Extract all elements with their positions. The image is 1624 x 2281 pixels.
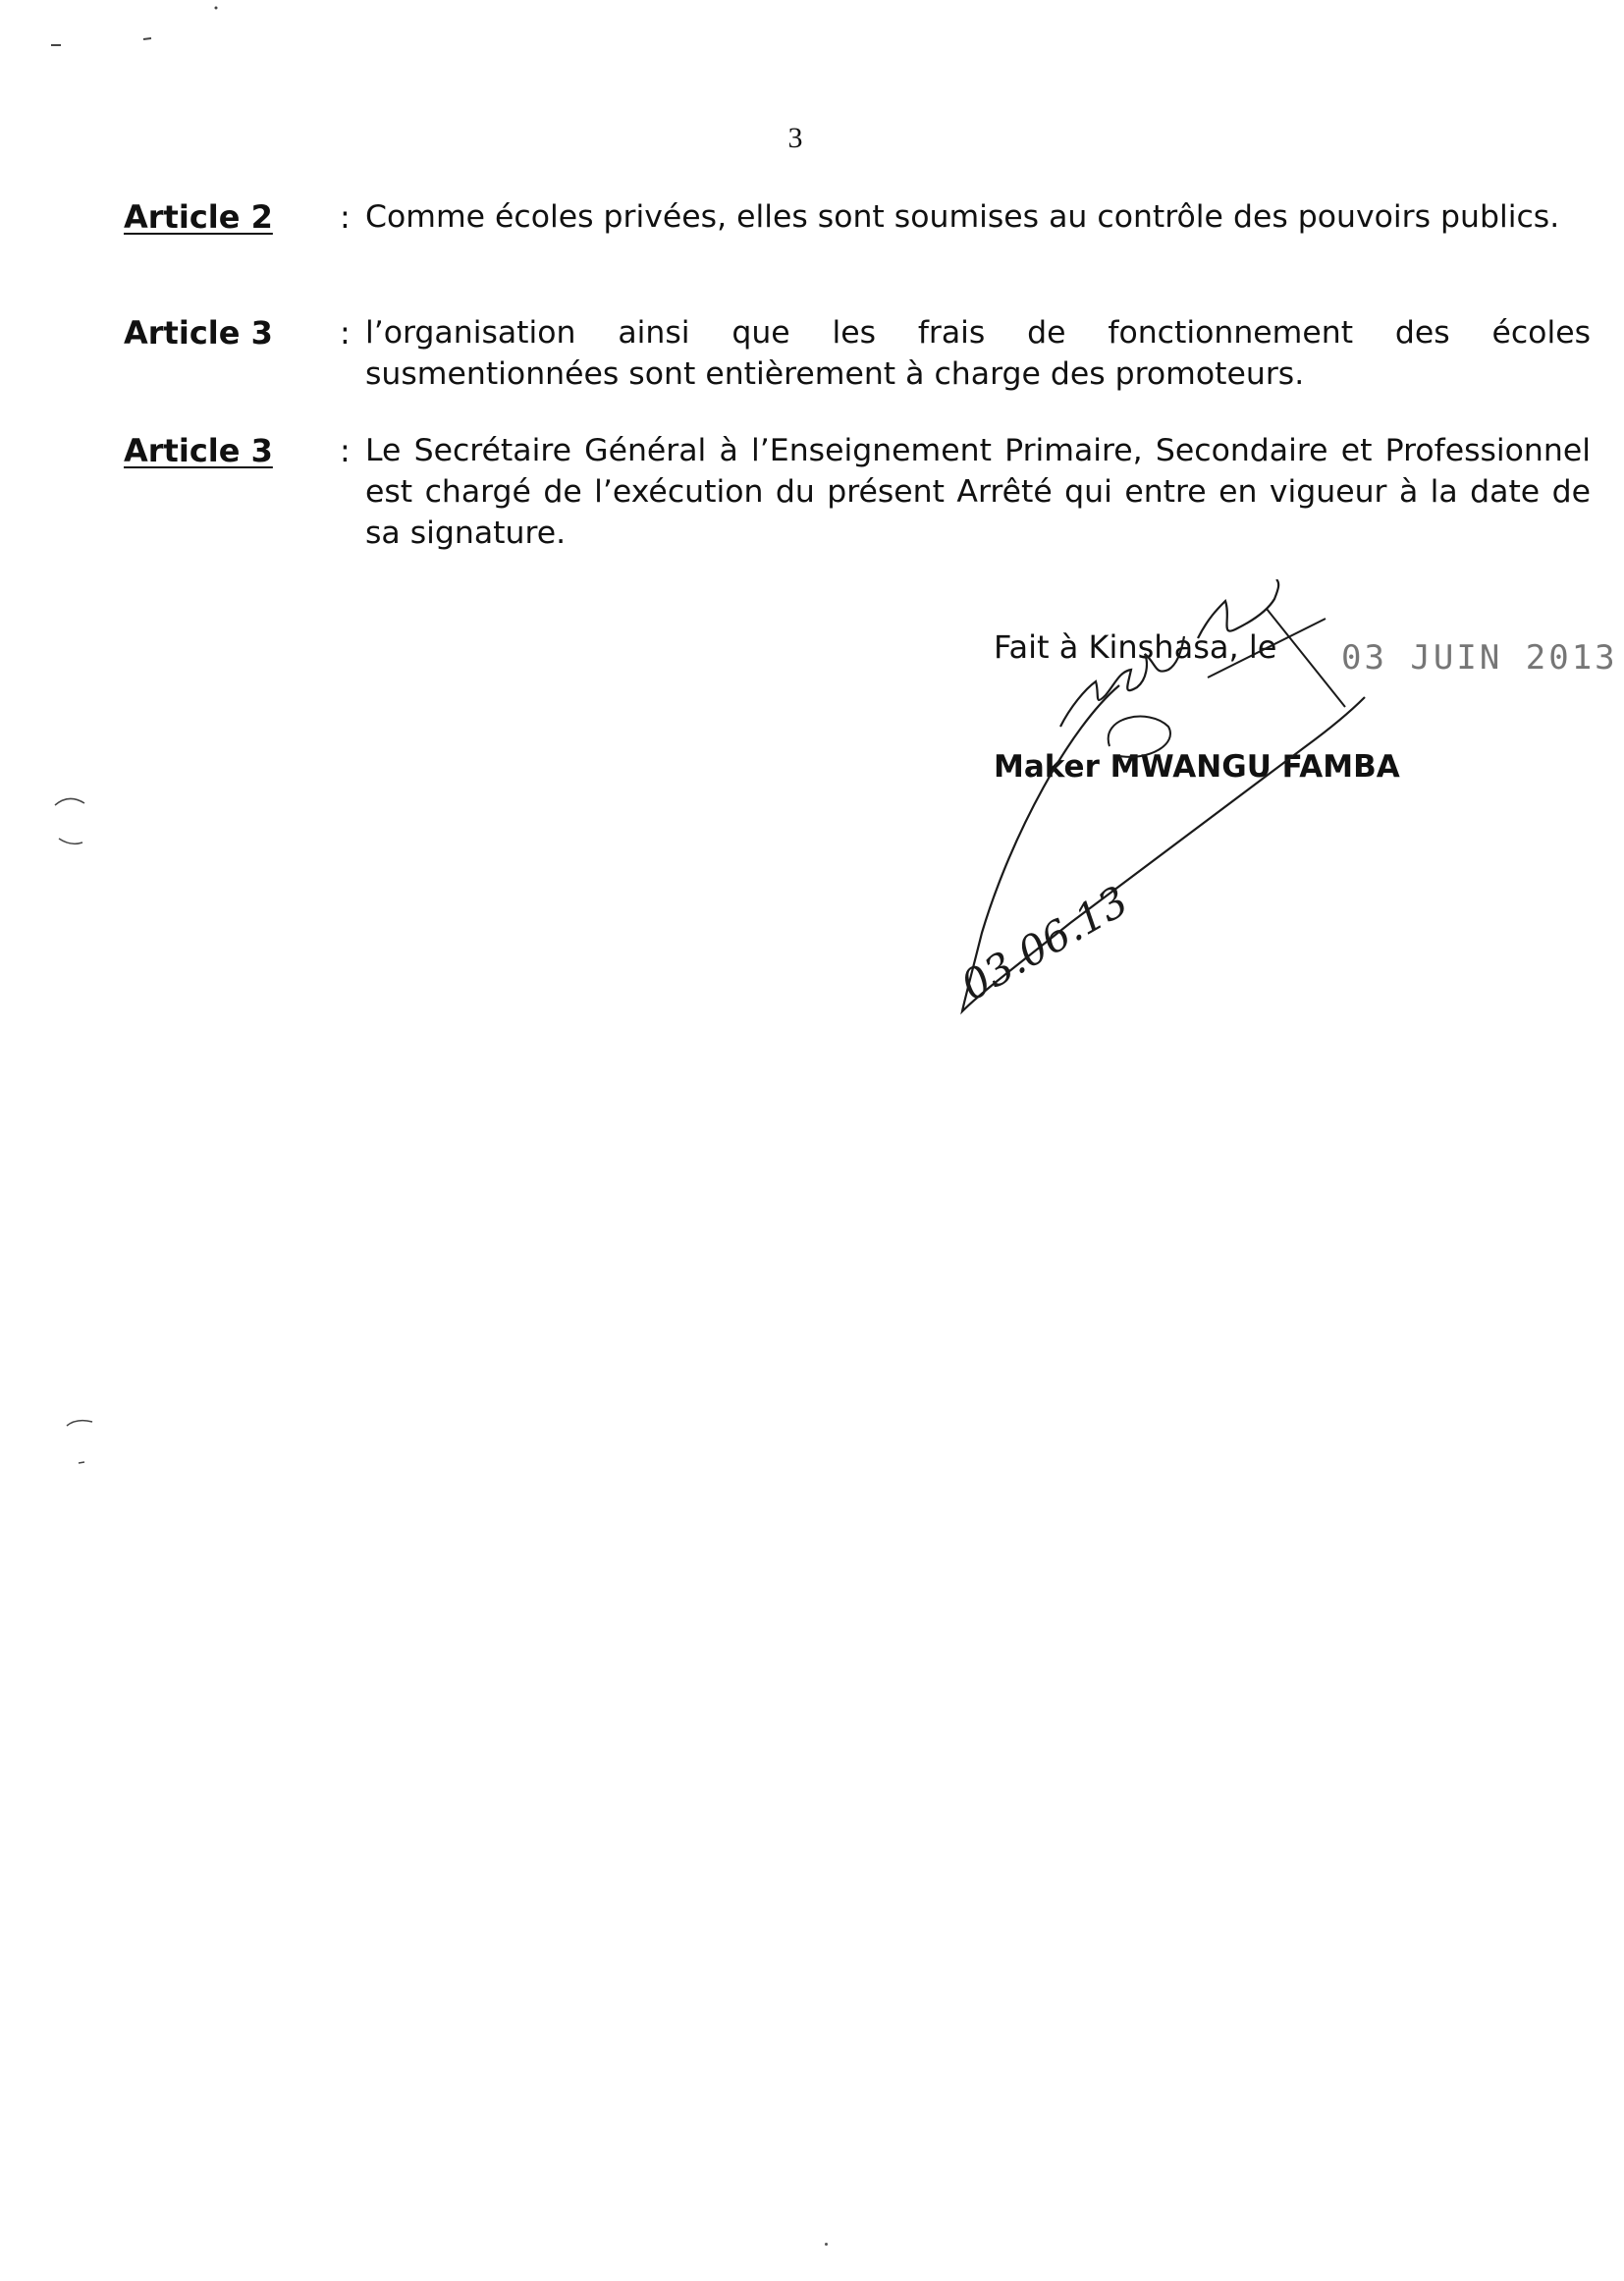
article-text: l’organisation ainsi que les frais de fonctionnement des écoles susmentionnées sont entièrement à charge des promoteurs.	[365, 315, 1591, 392]
page-number: 3	[787, 122, 803, 154]
article-separator: :	[340, 314, 351, 352]
article-label-text: Article 3	[124, 432, 273, 469]
article-label-text: Article 3	[124, 314, 273, 352]
date-stamp: 03 JUIN 2013	[1341, 638, 1618, 678]
signatory-name: Maker MWANGU FAMBA	[994, 749, 1400, 785]
article-label-text: Article 2	[124, 198, 273, 236]
scan-mark-top-left	[49, 0, 245, 59]
article-label	[124, 196, 330, 238]
article-separator: :	[340, 432, 351, 469]
handwritten-date: 03.06.13	[952, 876, 1136, 1010]
scan-mark-left-1	[49, 786, 98, 864]
place-date-line: Fait à Kinshasa, le	[994, 628, 1277, 666]
article-label	[124, 430, 330, 471]
article-label	[124, 312, 330, 353]
article-text: Le Secrétaire Général à l’Enseignement Primaire, Secondaire et Professionnel est chargé de l’exécution du présent Arrêté qui entre en vigueur à la date de sa signature.	[365, 433, 1591, 551]
handwritten-signature	[913, 579, 1522, 1031]
article-text: Comme écoles privées, elles sont soumises au contrôle des pouvoirs publics.	[365, 199, 1560, 235]
article-separator: :	[340, 198, 351, 236]
scan-dot-bottom	[825, 2243, 828, 2246]
scan-mark-left-2	[59, 1404, 108, 1473]
